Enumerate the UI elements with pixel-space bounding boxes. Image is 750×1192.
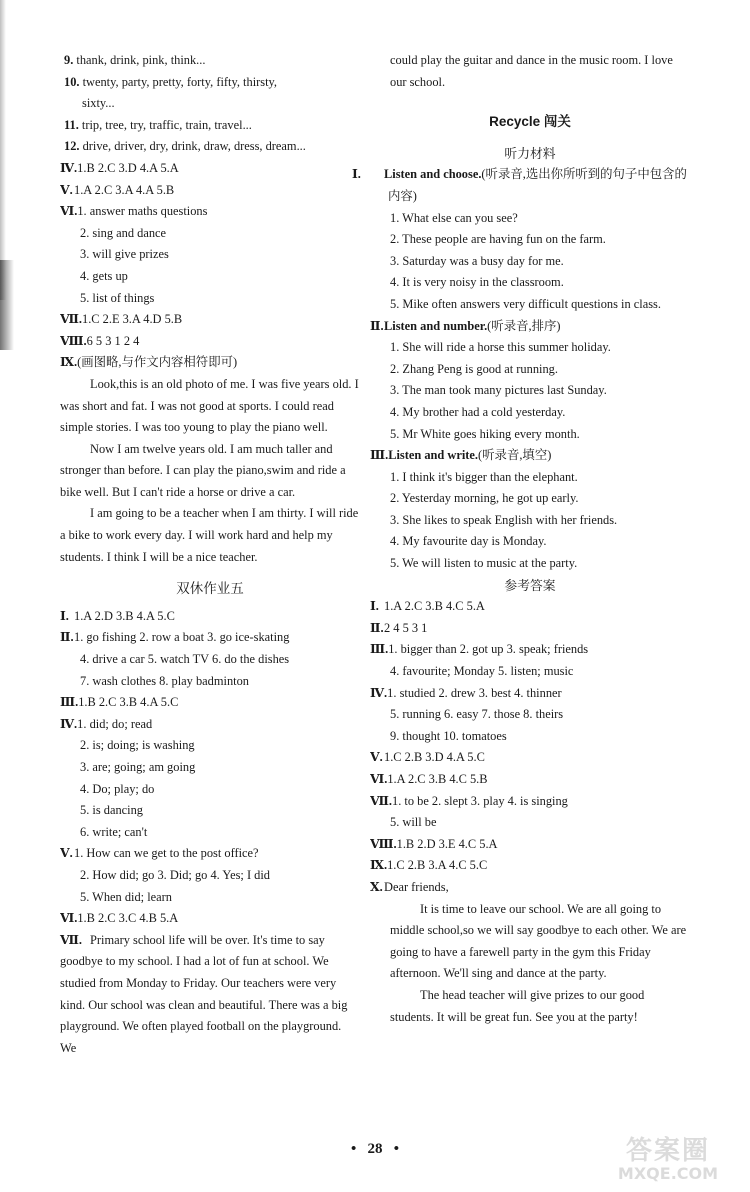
left-column — [60, 50, 360, 1059]
essay-paragraph: Now I am twelve years old. I am much taller and stronger than before. I can play the piano,swim and ride a bike well. But I can't ride a horse or drive a car. — [60, 441, 346, 499]
answer-line: 5. will be — [390, 815, 437, 830]
answer-line: 7. wash clothes 8. play badminton — [80, 673, 249, 688]
transcript-line: 4. It is very noisy in the classroom. — [390, 275, 564, 290]
section-vi-answers: Ⅵ.1. answer maths questions — [60, 204, 208, 219]
answer-line: 5. When did; learn — [80, 889, 172, 904]
transcript-line: 2. Zhang Peng is good at running. — [390, 361, 558, 376]
answer-line: 2. is; doing; is washing — [80, 738, 195, 753]
answer-line: 9. thank, drink, pink, think... — [64, 53, 206, 67]
a-section-ix: Ⅸ.1.C 2.B 3.A 4.C 5.C — [370, 858, 488, 873]
answer-line: 6. write; can't — [80, 824, 148, 839]
a-section-iv: Ⅳ.1. studied 2. drew 3. best 4. thinner — [370, 685, 562, 700]
a-section-viii: Ⅷ.1.B 2.D 3.E 4.C 5.A — [370, 836, 498, 851]
transcript-line: 4. My brother had a cold yesterday. — [390, 404, 566, 419]
transcript-line: 5. Mr White goes hiking every month. — [390, 426, 580, 441]
transcript-line: 3. Saturday was a busy day for me. — [390, 253, 564, 268]
right-column — [352, 50, 690, 1028]
essay-paragraph: I am going to be a teacher when I am thirty. I will ride a bike to work every day. I will work hard and help my students. I think I will be a nice teacher. — [60, 506, 359, 564]
answer-line: sixty... — [82, 96, 115, 111]
section-ix-note: Ⅸ.(画图略,与作文内容相符即可) — [60, 355, 238, 370]
r-section-ii-title: Ⅱ.Listen and number.(听录音,排序) — [370, 318, 561, 333]
section-heading: 双休作业五 — [176, 581, 244, 597]
s2-section-iii: Ⅲ.1.B 2.C 3.B 4.A 5.C — [60, 695, 179, 710]
transcript-line: 1. What else can you see? — [390, 210, 518, 225]
r-section-iii-title: Ⅲ.Listen and write.(听录音,填空) — [370, 448, 552, 463]
scan-edge-mark — [0, 260, 14, 350]
answer-line: 3. will give prizes — [80, 247, 169, 262]
site-watermark: 答案圈 MXQE.COM — [617, 1136, 719, 1183]
answer-line: 4. Do; play; do — [80, 781, 155, 796]
s2-section-iv: Ⅳ.1. did; do; read — [60, 716, 153, 731]
answer-line: 2. How did; go 3. Did; go 4. Yes; I did — [80, 867, 271, 882]
answer-line: 9. thought 10. tomatoes — [390, 728, 507, 743]
transcript-line: 2. Yesterday morning, he got up early. — [390, 491, 579, 506]
listening-material-heading: 听力材料 — [504, 145, 556, 161]
letter-paragraph: The head teacher will give prizes to our good students. It will be great fun. See you at the party! — [390, 987, 645, 1024]
answer-line: 5. list of things — [80, 290, 155, 305]
transcript-line: 5. We will listen to music at the party. — [390, 556, 578, 571]
answer-line: 4. favourite; Monday 5. listen; music — [390, 664, 574, 679]
answer-line: 4. gets up — [80, 268, 128, 283]
answer-line: 2. sing and dance — [80, 225, 167, 240]
answer-line: 11. trip, tree, try, traffic, train, travel... — [64, 117, 252, 132]
transcript-line: 2. These people are having fun on the farm. — [390, 232, 606, 247]
a-section-v: Ⅴ.1.C 2.B 3.D 4.A 5.C — [370, 750, 485, 765]
s2-section-ii: Ⅱ.1. go fishing 2. row a boat 3. go ice-skating — [60, 630, 290, 645]
a-section-iii: Ⅲ.1. bigger than 2. got up 3. speak; friends — [370, 642, 589, 657]
a-section-vii: Ⅶ.1. to be 2. slept 3. play 4. is singing — [370, 793, 568, 808]
answer-line: 3. are; going; am going — [80, 760, 196, 774]
answer-line: 12. drive, driver, dry, drink, draw, dress, dream... — [64, 139, 306, 154]
answer-line: 5. is dancing — [80, 803, 143, 818]
a-section-vi: Ⅵ.1.A 2.C 3.B 4.C 5.B — [370, 772, 488, 786]
s2-section-vii: Ⅶ. Primary school life will be over. It's time to say goodbye to my school. I had a lot of fun at school. We studied from Monday to Friday. Our teachers were very kind. Our school was clean and beautiful. There was a big playground. We often played football on the playground. We — [60, 930, 360, 1060]
s2-section-i: Ⅰ. 1.A 2.D 3.B 4.A 5.C — [60, 608, 175, 623]
r-section-i-title: Ⅰ. Listen and choose.(听录音,选出你所听到的句子中包含的内容) — [352, 167, 687, 203]
answer-line: 4. drive a car 5. watch TV 6. do the dishes — [80, 652, 290, 667]
section-viii-answers: Ⅷ.6 5 3 1 2 4 — [60, 333, 140, 348]
section-vii-answers: Ⅶ.1.C 2.E 3.A 4.D 5.B — [60, 312, 183, 327]
page-number: • 28 • — [350, 1141, 400, 1157]
answers-heading: 参考答案 — [504, 577, 556, 593]
a-section-i: Ⅰ. 1.A 2.C 3.B 4.C 5.A — [370, 599, 485, 614]
section-iv-answers: Ⅳ.1.B 2.C 3.D 4.A 5.A — [60, 160, 179, 175]
transcript-line: 4. My favourite day is Monday. — [390, 534, 547, 549]
answer-line: 5. running 6. easy 7. those 8. theirs — [390, 707, 564, 722]
transcript-line: 5. Mike often answers very difficult questions in class. — [390, 296, 661, 311]
transcript-line: 3. The man took many pictures last Sunday. — [390, 383, 607, 398]
essay-paragraph: Primary school life will be over. It's time to say goodbye to my school. I had a lot of fun at school. We studied from Monday to Friday. Our teachers were very kind. Our school was clean and beautiful. There was a big playground. We often played football on the playground. We — [60, 932, 348, 1055]
transcript-line: 1. I think it's bigger than the elephant. — [390, 469, 578, 484]
essay-continuation: could play the guitar and dance in the music room. I love our school. — [390, 53, 673, 89]
recycle-heading: Recycle 闯关 — [489, 114, 571, 130]
section-v-answers: Ⅴ.1.A 2.C 3.A 4.A 5.B — [60, 182, 175, 197]
scan-edge-shadow — [0, 0, 6, 300]
a-section-x: Ⅹ.Dear friends, — [370, 879, 449, 894]
s2-section-vi: Ⅵ.1.B 2.C 3.C 4.B 5.A — [60, 911, 179, 926]
transcript-line: 1. She will ride a horse this summer holiday. — [390, 340, 611, 355]
s2-section-v: Ⅴ.1. How can we get to the post office? — [60, 846, 259, 861]
essay-paragraph: Look,this is an old photo of me. I was five years old. I was short and fat. I was not good at sports. I could read simple stories. I was too young to play the piano well. — [60, 376, 359, 435]
answer-line: 10. twenty, party, pretty, forty, fifty, thirsty, — [64, 74, 278, 89]
letter-paragraph: It is time to leave our school. We are all going to middle school,so we will say goodbye to each other. We are going to have a farewell party in the gym this Friday afternoon. We'll sing and dance at the party. — [390, 901, 687, 981]
transcript-line: 3. She likes to speak English with her friends. — [390, 512, 618, 527]
a-section-ii: Ⅱ.2 4 5 3 1 — [370, 620, 428, 635]
